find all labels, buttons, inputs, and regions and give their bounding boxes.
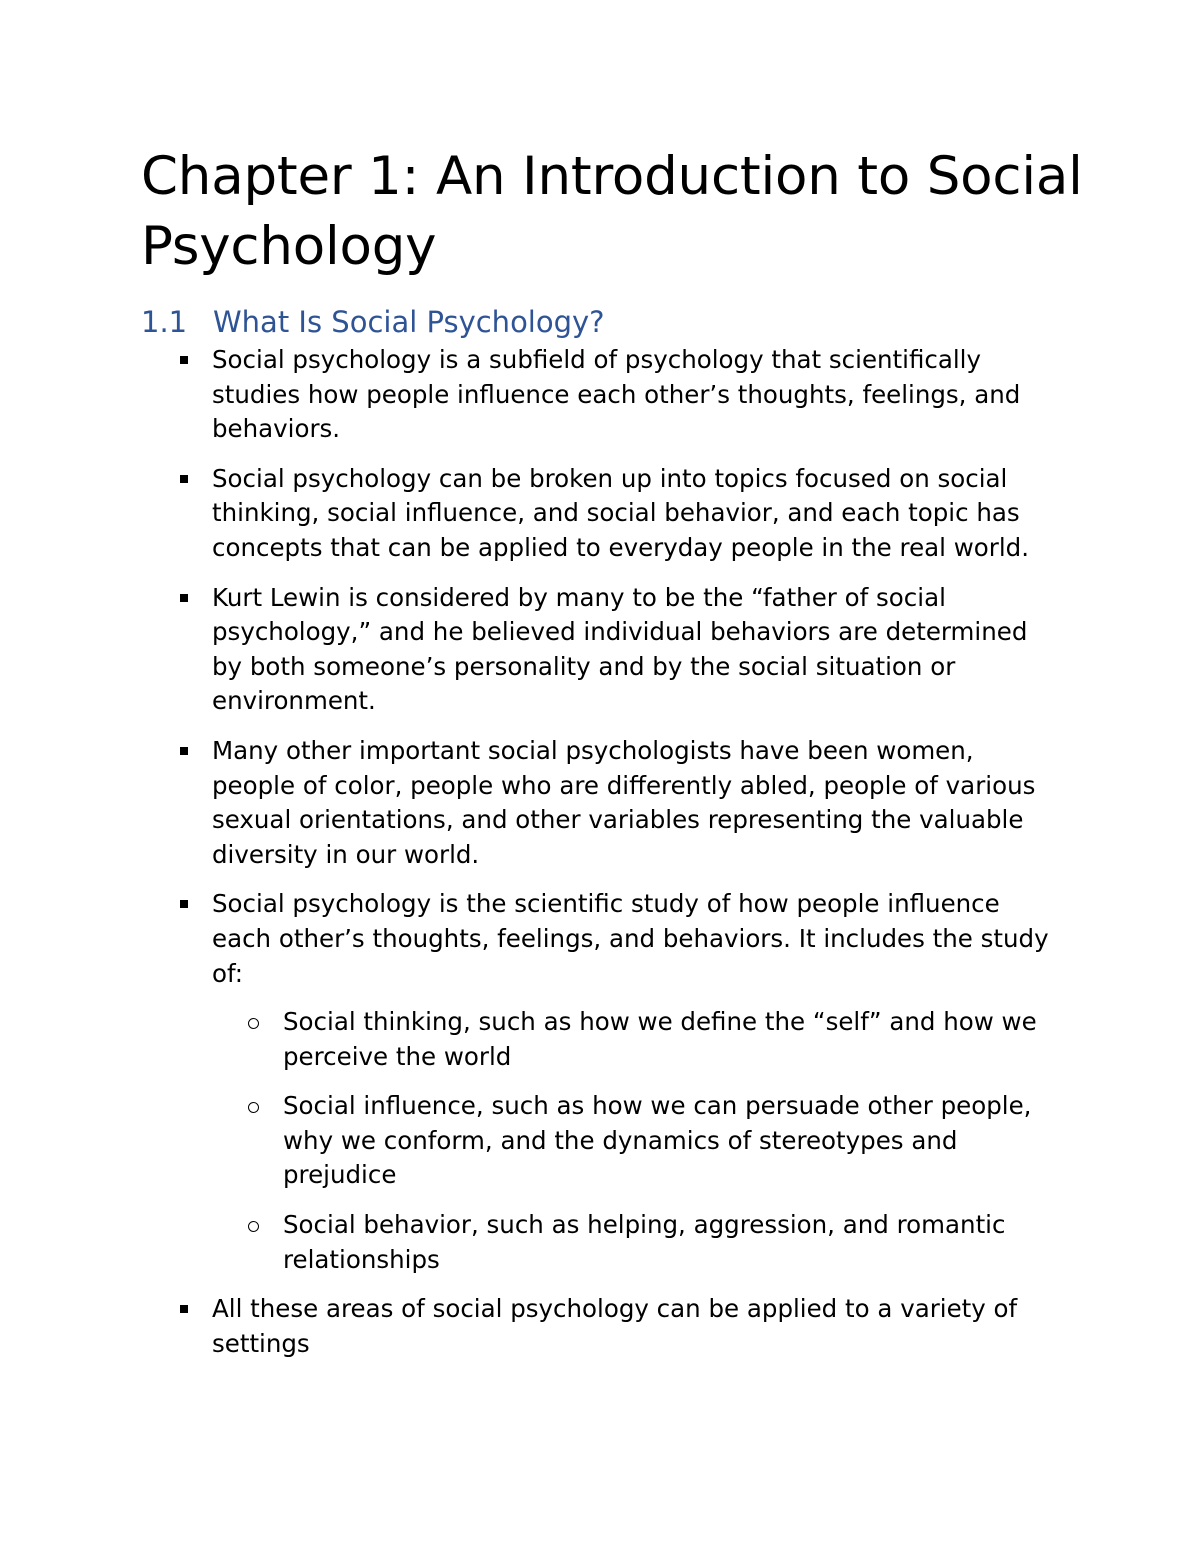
circle-bullet-icon bbox=[246, 1005, 264, 1039]
bullet-text: All these areas of social psychology can be applied to a variety of settings bbox=[212, 1294, 1018, 1358]
chapter-title: Chapter 1: An Introduction to Social Psychology bbox=[141, 146, 1083, 277]
circle-bullet-icon bbox=[246, 1089, 264, 1123]
square-bullet-icon bbox=[177, 1292, 193, 1326]
list-item bbox=[0, 462, 1200, 566]
bullet-text: Social psychology is a subfield of psychology that scientifically studies how people influence each other’s thoughts, feelings, and behaviors. bbox=[212, 345, 1021, 444]
bullet-text: Social psychology is the scientific study of how people influence each other’s thoughts, feelings, and behaviors. It includes the study of: bbox=[212, 889, 1049, 988]
sub-bullet-text: Social behavior, such as helping, aggression, and romantic relationships bbox=[283, 1210, 1006, 1274]
square-bullet-icon bbox=[177, 887, 193, 921]
square-bullet-icon bbox=[177, 462, 193, 496]
sub-bullet-text: Social thinking, such as how we define the “self” and how we perceive the world bbox=[283, 1007, 1037, 1071]
list-item bbox=[0, 887, 1200, 1277]
sub-bullet-list bbox=[212, 1005, 1060, 1277]
list-item bbox=[0, 734, 1200, 872]
section-title: What Is Social Psychology? bbox=[213, 305, 605, 339]
bullet-text: Many other important social psychologists have been women, people of color, people who are differently abled, people of various sexual orientations, and other variables representing the valuable diversity in our world. bbox=[212, 735, 1036, 869]
list-item bbox=[0, 581, 1200, 719]
list-item bbox=[0, 343, 1200, 447]
sub-list-item bbox=[0, 1089, 1060, 1193]
section-number: 1.1 bbox=[141, 305, 188, 339]
bullet-text: Kurt Lewin is considered by many to be the “father of social psychology,” and he believed individual behaviors are determined by both someone’s personality and by the social situation or environment. bbox=[212, 582, 1028, 716]
square-bullet-icon bbox=[177, 343, 193, 377]
sub-bullet-text: Social influence, such as how we can persuade other people, why we conform, and the dynamics of stereotypes and prejudice bbox=[283, 1091, 1032, 1190]
square-bullet-icon bbox=[177, 734, 193, 768]
circle-bullet-icon bbox=[246, 1208, 264, 1242]
list-item bbox=[0, 1292, 1200, 1361]
bullet-list bbox=[0, 343, 1200, 1376]
sub-list-item bbox=[0, 1208, 1060, 1277]
square-bullet-icon bbox=[177, 581, 193, 615]
sub-list-item bbox=[0, 1005, 1060, 1074]
bullet-text: Social psychology can be broken up into topics focused on social thinking, social influence, and social behavior, and each topic has concepts that can be applied to everyday people in the real world. bbox=[212, 463, 1030, 562]
section-heading bbox=[141, 302, 605, 342]
